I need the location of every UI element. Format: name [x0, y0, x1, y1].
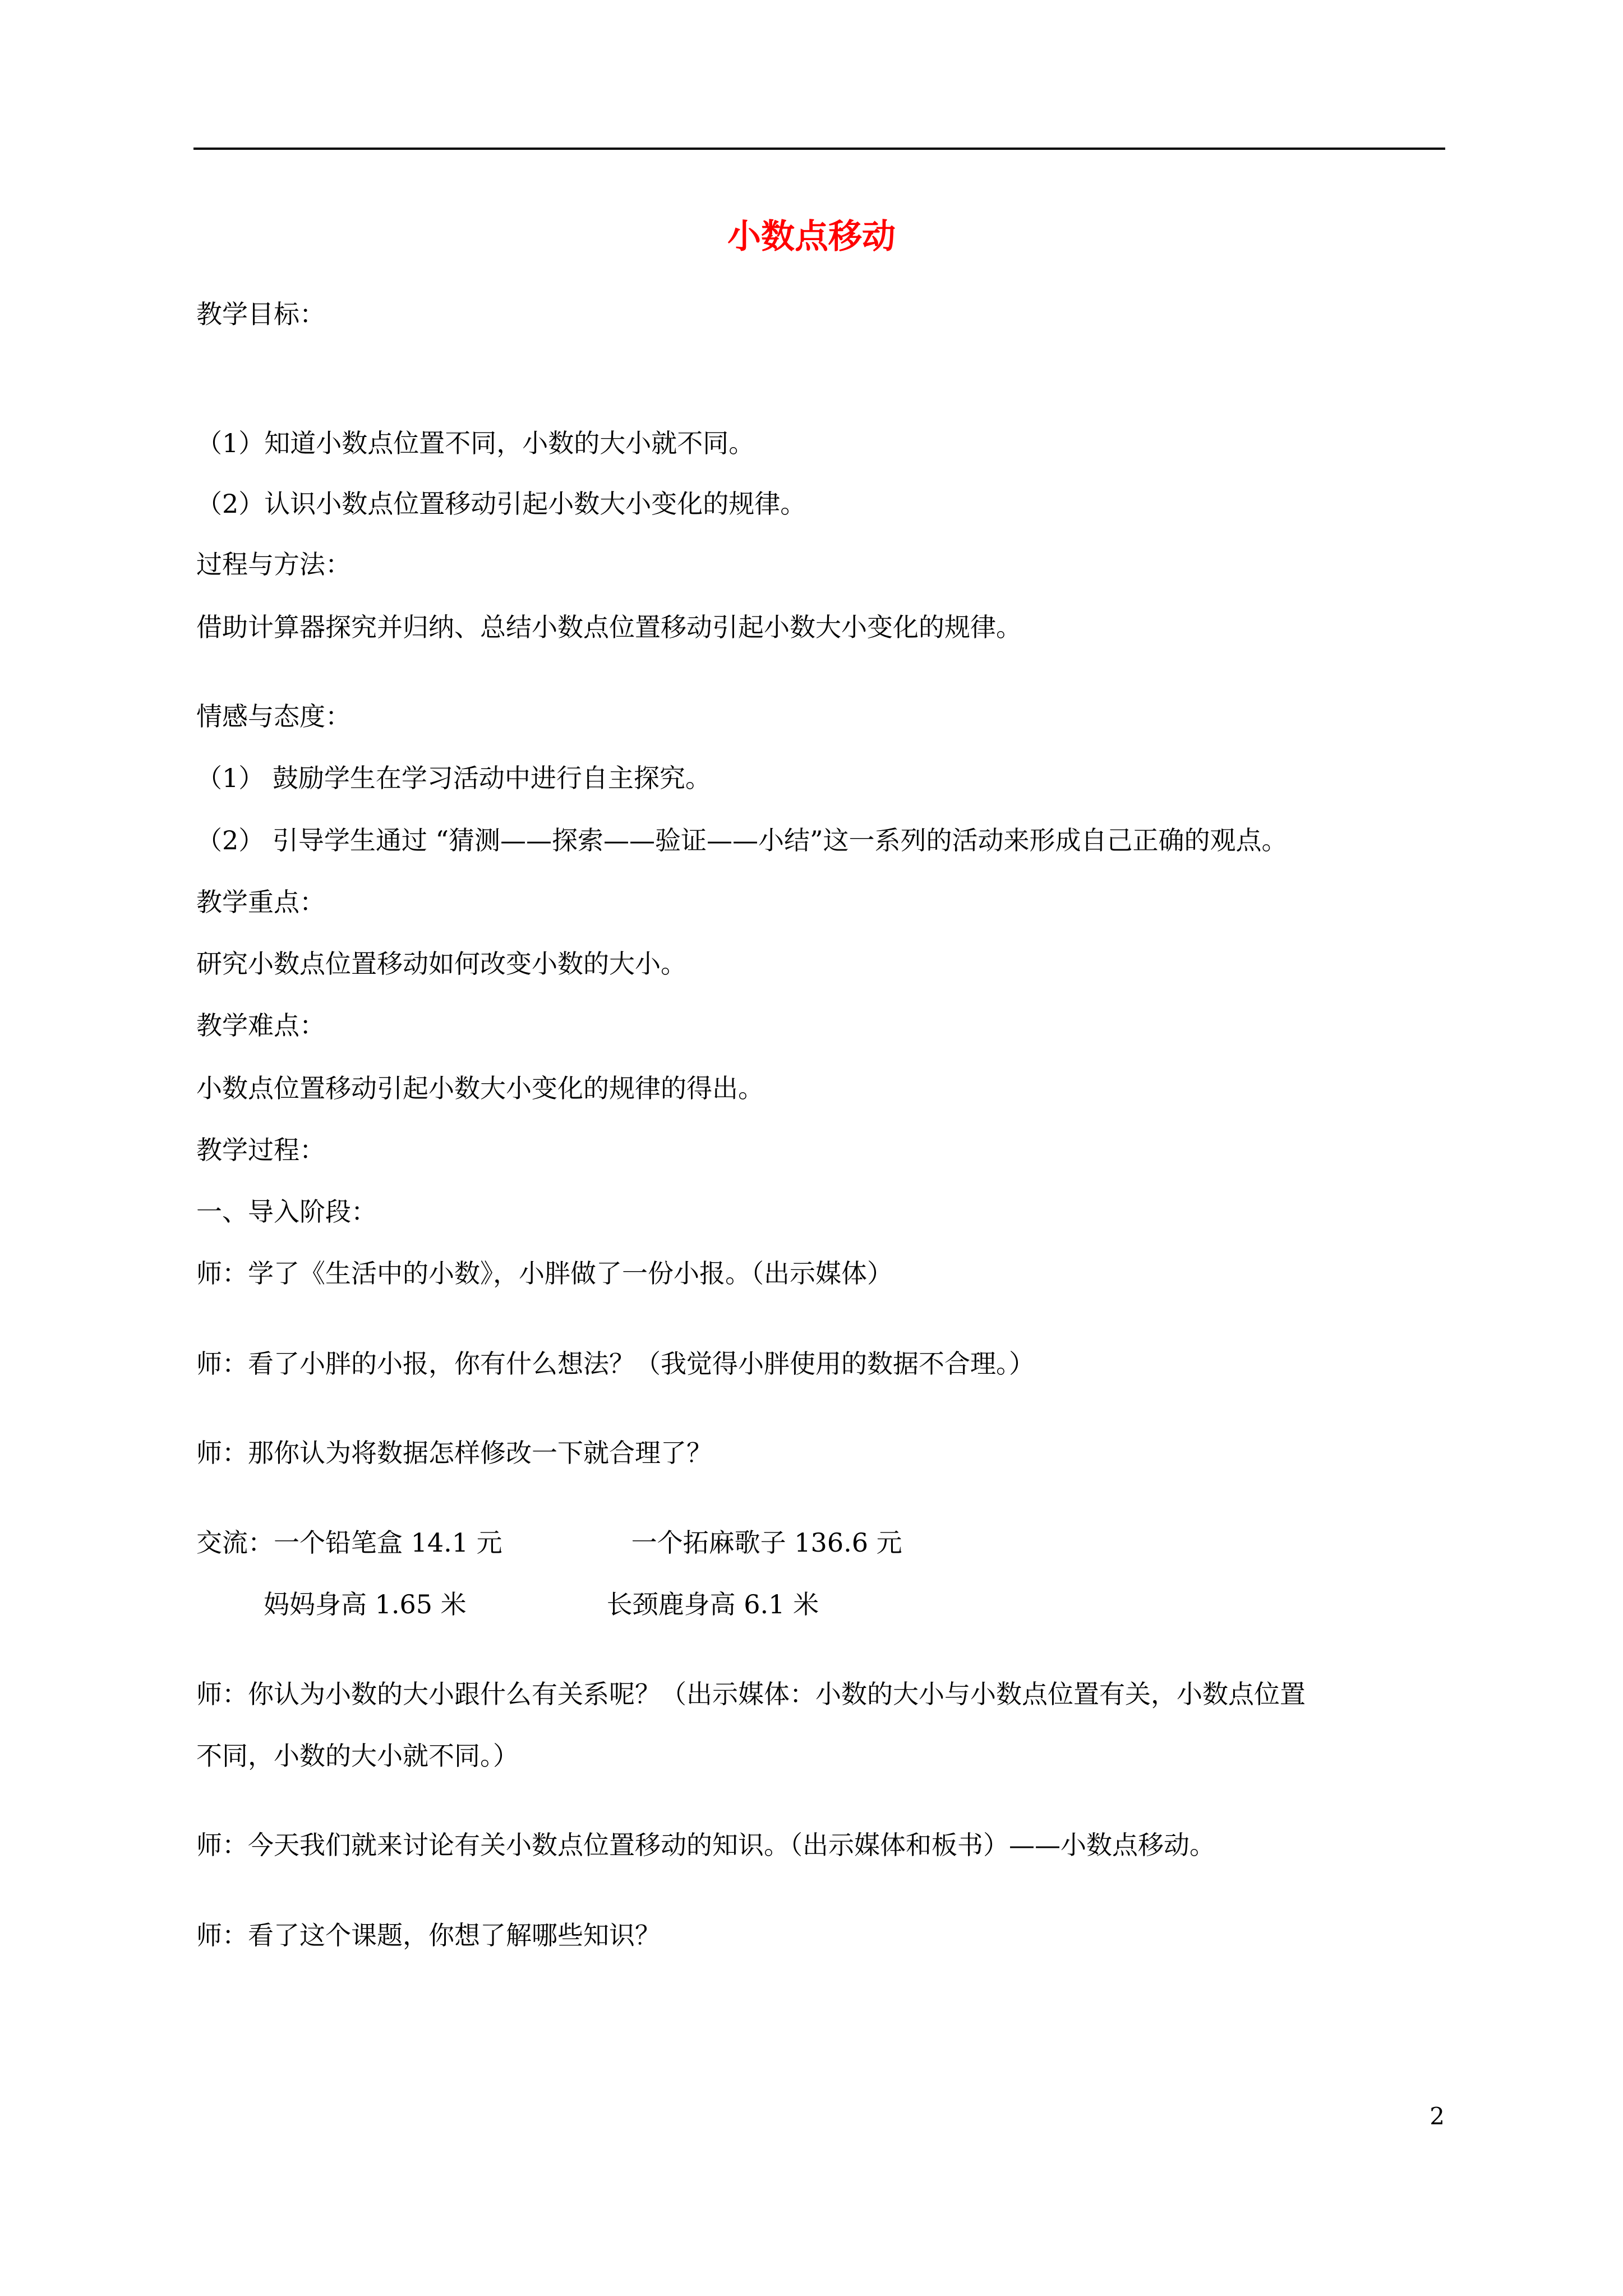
- goal-item-2: （2）认识小数点位置移动引起小数大小变化的规律。: [196, 489, 806, 519]
- page-number: 2: [1430, 2102, 1445, 2130]
- exchange-row-1: [196, 1526, 902, 1559]
- dialogue-line-2: 师：看了小胖的小报，你有什么想法？（我觉得小胖使用的数据不合理。）: [196, 1349, 1035, 1379]
- heading-key-points: 教学重点：: [196, 887, 325, 917]
- paragraph-process-method: 借助计算器探究并归纳、总结小数点位置移动引起小数大小变化的规律。: [196, 612, 1022, 642]
- dialogue-line-6: 师：看了这个课题，你想了解哪些知识？: [196, 1920, 661, 1950]
- attitude-item-2: （2） 引导学生通过 “猜测——探索——验证——小结”这一系列的活动来形成自己正确的观点。: [196, 825, 1288, 855]
- paragraph-key-points: 研究小数点位置移动如何改变小数的大小。: [196, 949, 686, 979]
- dialogue-line-1: 师：学了《生活中的小数》，小胖做了一份小报。（出示媒体）: [196, 1258, 893, 1289]
- heading-teaching-goals: 教学目标：: [196, 299, 325, 329]
- dialogue-line-5: 师：今天我们就来讨论有关小数点位置移动的知识。（出示媒体和板书）——小数点移动。: [196, 1830, 1215, 1860]
- dialogue-line-4: 师：你认为小数的大小跟什么有关系呢？（出示媒体：小数的大小与小数点位置有关，小数点位置: [196, 1679, 1306, 1709]
- paragraph-difficult-points: 小数点位置移动引起小数大小变化的规律的得出。: [196, 1073, 764, 1103]
- heading-process-method: 过程与方法：: [196, 549, 351, 579]
- exchange-row-2: [264, 1588, 819, 1621]
- document-title: 小数点移动: [727, 217, 896, 256]
- header-rule: [193, 148, 1445, 150]
- heading-difficult-points: 教学难点：: [196, 1010, 325, 1041]
- goal-item-1: （1）知道小数点位置不同，小数的大小就不同。: [196, 428, 755, 458]
- heading-teaching-process: 教学过程：: [196, 1135, 325, 1165]
- attitude-item-1: （1） 鼓励学生在学习活动中进行自主探究。: [196, 763, 711, 793]
- exchange-item-mother-height: 妈妈身高 1.65 米: [264, 1589, 467, 1619]
- heading-emotion-attitude: 情感与态度：: [196, 701, 351, 731]
- dialogue-line-3: 师：那你认为将数据怎样修改一下就合理了？: [196, 1438, 712, 1468]
- exchange-item-tamagotchi: 一个拓麻歌子 136.6 元: [631, 1527, 902, 1558]
- heading-intro-stage: 一、导入阶段：: [196, 1197, 377, 1227]
- exchange-item-giraffe-height: 长颈鹿身高 6.1 米: [606, 1589, 819, 1619]
- dialogue-line-4-continued: 不同，小数的大小就不同。）: [196, 1741, 519, 1771]
- exchange-item-pencil-case: 一个铅笔盒 14.1 元: [274, 1527, 502, 1558]
- exchange-label: 交流：: [196, 1527, 274, 1558]
